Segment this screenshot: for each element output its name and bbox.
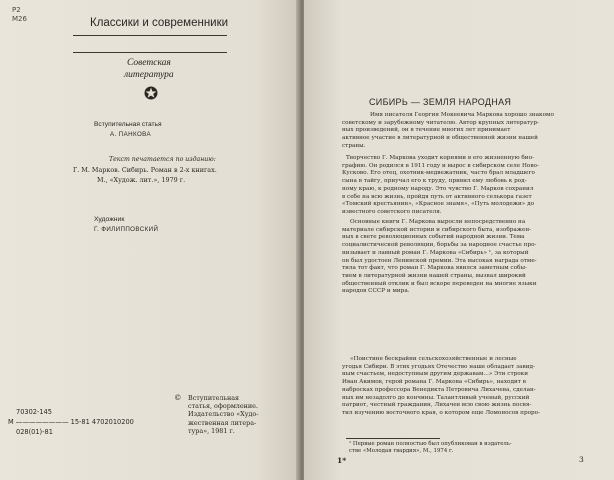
series-rule-bottom bbox=[73, 52, 227, 53]
paragraph-line: угодья Сибири. В этих угодьях Отечество наше обладает завид- bbox=[342, 363, 535, 370]
paragraph-4 bbox=[342, 356, 592, 418]
paragraph-line: известного советского писателя. bbox=[342, 208, 442, 215]
paragraph-line: Кусково. Его отец, охотник-медвежатник, часто брал младшего bbox=[342, 170, 535, 177]
text-source-label: Текст печатается по изданию: bbox=[109, 156, 216, 163]
left-page bbox=[0, 0, 300, 480]
subseries-line-1: Советская bbox=[127, 58, 171, 68]
library-codes bbox=[12, 6, 27, 24]
paragraph-3 bbox=[342, 219, 592, 296]
star-emblem-icon bbox=[144, 85, 158, 99]
printer-signature: 1* bbox=[337, 456, 347, 465]
paragraph-line: материале сибирской истории и сибирского быта, изображен- bbox=[342, 226, 532, 233]
index-line-2: М ———————— 15-81 4702010200 bbox=[8, 418, 134, 426]
copyright-text: Вступительная статья, оформление. Издательство «Худо- жественная литера- тура», 1981 г. bbox=[188, 394, 259, 435]
paragraph-line: Основные книги Г. Маркова выросли непосредственно на bbox=[350, 219, 526, 225]
footnote: ¹ Первые роман полностью был опубликован в издатель- стве «Молодая гвардия», М., 1974 г. bbox=[349, 441, 512, 455]
paragraph-line: ным счастьем, недоступным другим державам...» Эти строки bbox=[342, 371, 529, 378]
series-rule-top bbox=[73, 35, 227, 36]
paragraph-line: Имя писателя Георгия Мокеевича Маркова хорошо знакомо bbox=[370, 112, 554, 118]
paragraph-line: страны. bbox=[342, 142, 366, 149]
paragraph-1 bbox=[342, 112, 592, 151]
paragraph-line: ных им незадолго до кончины. Талантливый ученый, русский bbox=[342, 394, 530, 401]
paragraph-line: советскому и зарубежному читателю. Автор крупных литератур- bbox=[342, 119, 539, 126]
paragraph-line: сына в тайгу, приучал его к труду, привил ему любовь к род- bbox=[342, 178, 527, 185]
paragraph-line: тила тот факт, что роман Г. Маркова явился заметным собы- bbox=[342, 265, 527, 272]
intro-author: А. ПАНКОВА bbox=[110, 131, 152, 138]
paragraph-line: общественный отклик и был вскоре переведен на многие языки bbox=[342, 280, 537, 287]
library-code-1: Р2 bbox=[12, 6, 21, 14]
paragraph-line: ному краю, к родному народу. Это чувство Г. Марков сохранил bbox=[342, 185, 534, 192]
index-line-3: 028(01)-81 bbox=[16, 428, 53, 436]
chapter-heading: СИБИРЬ — ЗЕМЛЯ НАРОДНАЯ bbox=[369, 97, 512, 107]
paragraph-line: он был удостоен Ленинской премии. Эта высокая награда отме- bbox=[342, 257, 537, 264]
artist-name: Г. ФИЛИППОВСКИЙ bbox=[94, 226, 159, 233]
paragraph-line: низывает и лавный роман Г. Маркова «Сибирь» ¹, за который bbox=[342, 249, 529, 256]
paragraph-line: в себе на всю жизнь, пройдя путь от активного селькора газет bbox=[342, 193, 532, 200]
subseries-line-2: литература bbox=[124, 70, 174, 80]
paragraph-line: тием в литературной жизни нашей страны, вызвал широкий bbox=[342, 272, 526, 279]
index-line-1: 70302-145 bbox=[16, 408, 52, 416]
library-code-2: М26 bbox=[12, 15, 27, 23]
series-title: Классики и современники bbox=[90, 17, 229, 29]
text-source-line-1: Г. М. Марков. Сибирь. Роман в 2-х книгах. bbox=[73, 166, 217, 174]
paragraph-line: патриот, честный гражданин, Лихачев всю свою жизнь посвя- bbox=[342, 402, 532, 409]
paragraph-line: Иван Акимов, герой романа Г. Маркова «Сибирь», находит в bbox=[342, 379, 526, 386]
text-source-line-2: М., «Худож. лит.», 1979 г. bbox=[97, 176, 186, 184]
artist-label: Художник bbox=[94, 216, 125, 223]
paragraph-line: графию. Он родился в 1911 году и вырос в сибирском селе Ново- bbox=[342, 162, 539, 169]
paragraph-line: Творчество Г. Маркова уходит корнями в его жизненную био- bbox=[346, 155, 534, 161]
paragraph-line: тил изучению восточного края, о котором еще Ломоносов проро- bbox=[342, 409, 541, 416]
footnote-rule bbox=[346, 438, 440, 439]
page-number: 3 bbox=[579, 455, 584, 464]
paragraph-line: ных произведений, он в течение многих лет принимает bbox=[342, 127, 511, 134]
paragraph-line: набросках профессора Венедикта Петровича Лихачева, сделан- bbox=[342, 386, 536, 393]
paragraph-line: ных в свете революционных событий народной жизни. Тема bbox=[342, 234, 525, 241]
copyright-symbol: © bbox=[174, 393, 182, 402]
paragraph-line: «Поистине бескрайни сельскохозяйственные и лесные bbox=[350, 356, 517, 362]
publication-index bbox=[8, 407, 134, 437]
paragraph-line: социалистической революции, борьбы за народное счастье про- bbox=[342, 242, 537, 249]
paragraph-line: активное участие в литературной и общественной жизни нашей bbox=[342, 135, 538, 142]
intro-label: Вступительная статья bbox=[94, 121, 162, 128]
paragraph-line: народов СССР и мира. bbox=[342, 288, 410, 295]
paragraph-line: «Томский крестьянин», «Красное знамя», «Путь молодежи» до bbox=[342, 201, 535, 208]
paragraph-2 bbox=[342, 155, 592, 217]
